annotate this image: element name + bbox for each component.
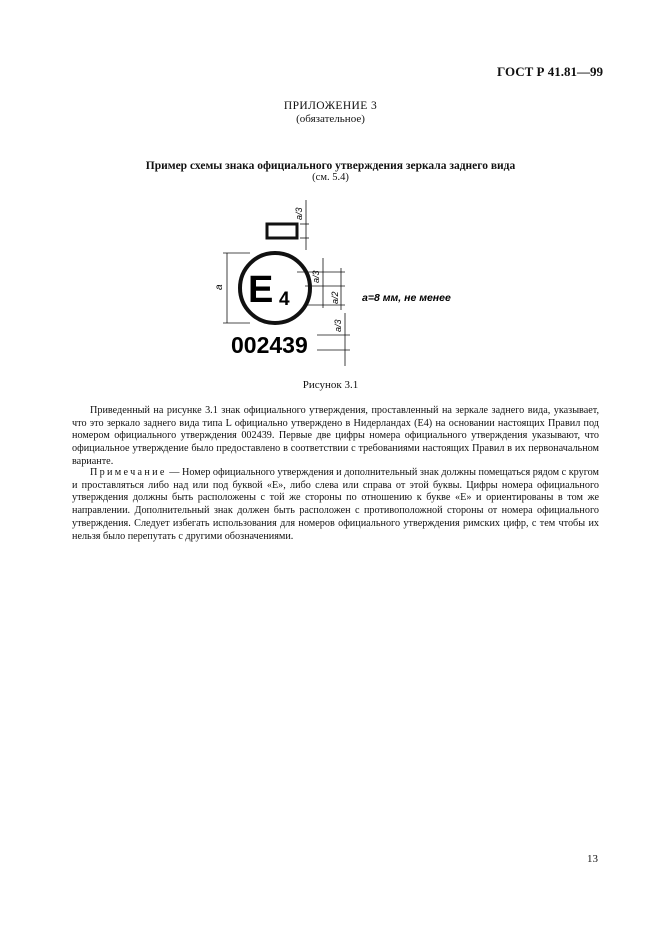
note-label: Примечание xyxy=(90,467,167,478)
appendix-subtitle: (обязательное) xyxy=(296,113,365,125)
supplementary-symbol xyxy=(267,224,297,238)
dim-a3-top: a/3 xyxy=(294,207,304,220)
country-digit: 4 xyxy=(279,289,290,310)
dim-a: a xyxy=(214,284,225,290)
figure-caption: Рисунок 3.1 xyxy=(302,379,359,391)
approval-mark-diagram xyxy=(205,190,465,370)
page-number: 13 xyxy=(587,853,598,865)
size-note: a=8 мм, не менее xyxy=(362,292,451,304)
standard-id: ГОСТ Р 41.81—99 xyxy=(497,64,603,79)
note-text: — Номер официального утверждения и дополнительный знак должны помещаться рядом с кругом и проставляться либо над или под буквой «E», либо слева или справа от этой буквы. Цифры номера официального утверждения должны быть расположены с той же стороны по отношению к букве «E» и ориентированы в том же направлении. Дополнительный знак должен быть расположен с противоположной стороны от номера официального утверждения. Следует избегать использования для номеров официального утверждения римских цифр, с тем чтобы их нельзя было перепутать с другими обозначениями. xyxy=(72,467,599,542)
approval-number: 002439 xyxy=(231,332,308,358)
example-reference: (см. 5.4) xyxy=(312,172,349,183)
body-paragraph: Приведенный на рисунке 3.1 знак официального утверждения, проставленный на зеркале заднего вида, указывает, что это зеркало заднего вида типа L официально утверждено в Нидерландах (E4) на основании настоящих Правил под номером официального утверждения 002439. Первые две цифры номера официального утверждения указывают, что официальное утверждение было предоставлено в соответствии с требованиями настоящих Правил в их первоначальном варианте. xyxy=(72,405,599,467)
appendix-title: ПРИЛОЖЕНИЕ 3 xyxy=(283,100,378,112)
example-title: Пример схемы знака официального утверждения зеркала заднего вида xyxy=(145,160,516,172)
letter-e: E xyxy=(248,269,274,311)
dim-a3-middle: a/3 xyxy=(311,270,321,283)
dim-a3-bottom: a/3 xyxy=(333,319,343,332)
dim-a2: a/2 xyxy=(330,291,340,304)
note-paragraph xyxy=(72,467,599,543)
